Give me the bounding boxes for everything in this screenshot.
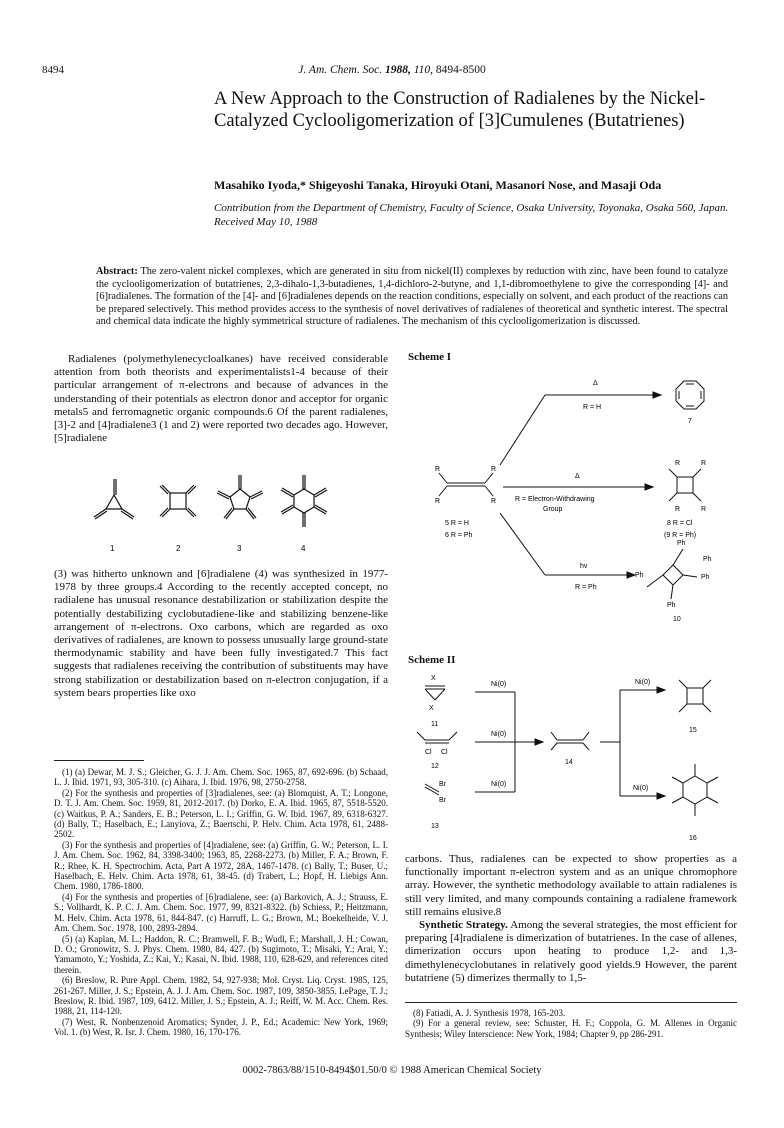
footnote: (6) Breslow, R. Pure Appl. Chem. 1982, 54, 927-938; Mol. Cryst. Liq. Cryst. 1985, 125, 261-267. Miller, J. S.; Epstein, A. J. J. Am. Chem. Soc. 1987, 109, 3850-3855. LePage, T. J.; Breslow, R. Ibid. 1987, 109, 6412. Miller, J. S.; Epstein, A. J.; Reiff, W. M. Acc. Chem. Res. 1988, 21, 114-120.	[54, 975, 388, 1017]
substituent-br: Br	[439, 781, 446, 788]
reagent-ni0: Ni(0)	[633, 785, 649, 792]
compound-label-5: 5 R = H	[445, 520, 469, 527]
reactant-13	[425, 784, 439, 795]
substituent-x: X	[431, 675, 436, 682]
butatriene-reactant	[439, 473, 493, 496]
substituent-br: Br	[439, 797, 446, 804]
abstract-label: Abstract:	[96, 266, 138, 277]
body-column-left-top	[54, 353, 388, 445]
body-column-left-bottom	[54, 568, 388, 700]
substituent-ph: Ph	[635, 572, 644, 579]
compound-label-7: 7	[688, 418, 692, 425]
copyright-footer: 0002-7863/88/1510-8494$01.50/0 © 1988 American Chemical Society	[242, 1065, 542, 1076]
footnote: (7) West, R. Nonbenzenoid Aromatics; Synder, J. P., Ed.; Academic: New York, 1969; Vol. 1. (b) West, R. Isr. J. Chem. 1980, 16, 170-176.	[54, 1016, 388, 1038]
compound-label-14: 14	[565, 759, 573, 766]
radialene-product-10	[647, 549, 697, 599]
footnotes-left	[54, 767, 388, 1038]
radialene-product-8	[669, 469, 701, 501]
scheme-1-cond-top-r: R = H	[583, 404, 602, 411]
scheme-1-cond-mid-heat: Δ	[575, 473, 580, 480]
compound-label-8: 8 R = Cl	[667, 520, 693, 527]
structure-2-radialene-4	[160, 485, 196, 517]
section-heading-synthetic-strategy: Synthetic Strategy.	[419, 919, 508, 932]
substituent-r: R	[675, 506, 681, 513]
substituent-cl: Cl	[425, 749, 432, 756]
body-paragraph-2: (3) was hitherto unknown and [6]radialene (4) was synthesized in 1977-1978 by three groups.4 According to the recently accepted concept, no radialene has unusual resonance destabilization or stabilization despite the potentially destabilizing cyclobutadiene-like and stabilizing benzene-like arrangement of π-electrons. Oxo carbons, which are regarded as oxo derivatives of radialenes, are known to possess unusually large ground-state thermodynamic stability and have been fully investigated.7 This fact suggests that radialenes receiving the contribution of substituents may have strong stabilization or destabilization based on π-electron conjugation, if a system bears properties like oxo	[54, 568, 388, 699]
article-affiliation: Contribution from the Department of Chemistry, Faculty of Science, Osaka University, Toyonaka, Osaka 560, Japan. Received May 10, 1988	[214, 202, 729, 228]
scheme-1-cond-bot-r: R = Ph	[575, 584, 597, 591]
footnote: (1) (a) Dewar, M. J. S.; Gleicher, G. J. J. Am. Chem. Soc. 1965, 87, 692-696. (b) Schaad, L. J. Ibid. 1971, 93, 305-310. (c) Aihara, J. Ibid. 1976, 98, 2750-2758.	[54, 767, 388, 788]
footnote: (8) Fatiadi, A. J. Synthesis 1978, 165-203.	[413, 1008, 566, 1018]
structure-1-radialene-3	[94, 479, 134, 519]
abstract	[96, 266, 728, 329]
footnote: (5) (a) Kaplan, M. L.; Haddon, R. C.; Bramwell, F. B.; Wudl, F.; Marshall, J. H.; Cowan, D. O.; Gronowitz, S. J. Phys. Chem. 1980, 84, 427. (b) Sugimoto, T.; Misaki, Y.; Arai, Y.; Yamamoto, Y.; Yoshida, Z.; Kai, Y.; Kasai, N. Ibid. 1988, 110, 628-629, and references cited therein.	[54, 933, 388, 975]
reactant-11	[425, 686, 445, 700]
substituent-r: R	[675, 460, 681, 467]
journal-header	[0, 64, 784, 76]
scheme-2-label: Scheme II	[408, 654, 456, 666]
footnote-divider-left	[54, 760, 144, 761]
scheme-1-cond-top-heat: Δ	[593, 380, 598, 387]
structure-label-3: 3	[237, 544, 242, 553]
scheme-1-cond-bot-hv: hν	[580, 563, 588, 570]
footnote: (9) For a general review, see: Schuster, H. F.; Coppola, G. M. Allenes in Organic Synthesis; Wiley Interscience: New York, 1984; Chapter 9, pp 286-291.	[405, 1018, 737, 1039]
scheme-1-figure	[405, 365, 740, 665]
compound-label-15: 15	[689, 727, 697, 734]
reagent-ni0: Ni(0)	[491, 781, 507, 788]
reactant-12	[417, 732, 457, 743]
substituent-ph: Ph	[701, 574, 710, 581]
compound-label-9: (9 R = Ph)	[664, 532, 697, 539]
scheme-2-figure	[405, 668, 740, 850]
reagent-ni0: Ni(0)	[491, 681, 507, 688]
article-authors: Masahiko Iyoda,* Shigeyoshi Tanaka, Hiroyuki Otani, Masanori Nose, and Masaji Oda	[214, 178, 662, 192]
abstract-text: The zero-valent nickel complexes, which are generated in situ from nickel(II) complexes by reduction with zinc, have been found to catalyze the cyclooligomerization of butatrienes, 2,3-dihalo-1,3-butadienes, 1,4-dichloro-2-butyne, and 1,1-dibromoethylene to give the corresponding [4]- and [6]radialenes. The formation of the [4]- and [6]radialenes depends on the reaction conditions, especially on solvent, and each product of the reactions can be prepared selectively. This method provides access to the synthesis of novel derivatives of radialenes of theoretical and synthetic interest. The spectral and chemical data indicate the highly symmetrical structure of radialenes. The mechanism of this cyclooligomerization is discussed.	[96, 266, 728, 328]
compound-label-12: 12	[431, 763, 439, 770]
reagent-ni0: Ni(0)	[635, 679, 651, 686]
footnote: (2) For the synthesis and properties of [3]radialenes, see: (a) Blomquist, A. T.; Longone, D. T. J. Am. Chem. Soc. 1959, 81, 2012-2017. (b) Dorko, E. A. Ibid. 1965, 87, 5518-5520. (c) Waitkus, P. A.; Sanders, E. B.; Peterson, L. I.; Griffin, G. W. Ibid. 1967, 89, 6318-6327. (d) Bally, T.; Haselbach, E.; Lanyiova, Z.; Baertschi, P. Helv. Chim. Acta 1978, 61, 2488-2502.	[54, 787, 388, 840]
article-title: A New Approach to the Construction of Radialenes by the Nickel-Catalyzed Cyclooligomerization of [3]Cumulenes (Butatrienes)	[214, 89, 706, 131]
footnotes-right	[405, 1008, 737, 1039]
arrow-branch-top	[500, 395, 545, 465]
radialene-product-16	[672, 764, 718, 816]
journal-year: 1988,	[384, 64, 411, 76]
body-paragraph-4-text: Among the several strategies, the most efficient for preparing [4]radialene is dimerization of butatrienes. In the case of allenes, dimerization occurs upon heating to produce 1,2- and 1,3-dimethylenecyclobutanes in relatively good yields.9 However, the parent butatriene (5) dimerizes thermally to 1,5-	[405, 919, 737, 984]
scheme-1-cond-mid-r2: Group	[543, 506, 563, 513]
substituent-r: R	[491, 498, 497, 505]
substituent-r: R	[435, 498, 441, 505]
journal-pages: 8494-8500	[435, 64, 486, 76]
body-paragraph-3: carbons. Thus, radialenes can be expected to show properties as a functionally important π-electron system and as an unique chromophore array. However, the synthetic methodology available to attain radialenes is still very limited, and many compounds containing a radialene framework still remains elusive.8	[405, 853, 737, 918]
substituent-ph: Ph	[667, 602, 676, 609]
substituent-x: X	[429, 705, 434, 712]
scheme-1-label: Scheme I	[408, 351, 452, 363]
compound-label-16: 16	[689, 835, 697, 842]
footnote-divider-right	[405, 1002, 737, 1003]
radialene-structures-figure	[92, 455, 352, 565]
substituent-r: R	[491, 466, 497, 473]
structure-label-1: 1	[110, 544, 115, 553]
substituent-cl: Cl	[441, 749, 448, 756]
compound-label-13: 13	[431, 823, 439, 830]
scheme-1-cond-mid-r: R = Electron-Withdrawing	[515, 496, 595, 503]
body-paragraph-1: Radialenes (polymethylenecycloalkanes) have received considerable attention from both theorists and experimentalists1-4 because of their particular arrangement of π-electrons and because of advances in the understanding of their potentials as electron donor and acceptor for organic metals5 and ferromagnetic organic compounds.6 Of the parent radialenes, [3]-2 and [4]radialene3 (1 and 2) were reported two decades ago. However, [5]radialene	[54, 353, 388, 445]
footnote: (3) For the synthesis and properties of [4]radialene, see: (a) Griffin, G. W.; Peterson, L. I. J. Am. Chem. Soc. 1962, 84, 3398-3400; 1963, 85, 2268-2273. (b) Miller, F. A.; Brown, F. R.; Rhee, K. H. Spectrochim. Acta, Part A 1972, 28A, 1467-1478. (c) Bally, T.; Buser, U.; Haselbach, E. Helv. Chim. Acta 1978, 61, 38-45. (d) Trabert, L.; Hopf, H. Liebigs Ann. Chem. 1980, 1786-1800.	[54, 839, 388, 892]
footnote: (4) For the synthesis and properties of [6]radialene, see: (a) Barkovich, A. J.; Strauss, E. S.; Vollhardt, K. P. C. J. Am. Chem. Soc. 1977, 99, 8321-8322. (b) Schiess, P.; Heitzmann, M. Helv. Chim. Acta 1978, 61, 844-847. (c) Harruff, L. G.; Brown, M.; Boekelheide, V. J. Am. Chem. Soc. 1978, 100, 2893-2894.	[54, 891, 388, 934]
body-column-right	[405, 853, 737, 985]
structure-label-2: 2	[176, 544, 181, 553]
body-paragraph-4	[405, 919, 737, 985]
journal-volume: 110,	[413, 64, 433, 76]
page-number: 8494	[42, 64, 64, 76]
arrow-branch-bottom	[500, 513, 545, 575]
substituent-ph: Ph	[677, 540, 686, 547]
reagent-ni0: Ni(0)	[491, 731, 507, 738]
structure-4-radialene-6	[281, 475, 327, 527]
structure-3-radialene-5	[217, 475, 263, 519]
journal-name: J. Am. Chem. Soc.	[298, 64, 383, 76]
compound-label-6: 6 R = Ph	[445, 532, 473, 539]
substituent-ph: Ph	[703, 556, 712, 563]
substituent-r: R	[435, 466, 441, 473]
compound-label-10: 10	[673, 616, 681, 623]
cyclooctatetraene-7	[676, 381, 704, 409]
substituent-r: R	[701, 506, 707, 513]
structure-label-4: 4	[301, 544, 306, 553]
substituent-r: R	[701, 460, 707, 467]
compound-label-11: 11	[431, 721, 439, 728]
butatriene-14	[551, 732, 589, 750]
radialene-product-15	[679, 680, 711, 712]
